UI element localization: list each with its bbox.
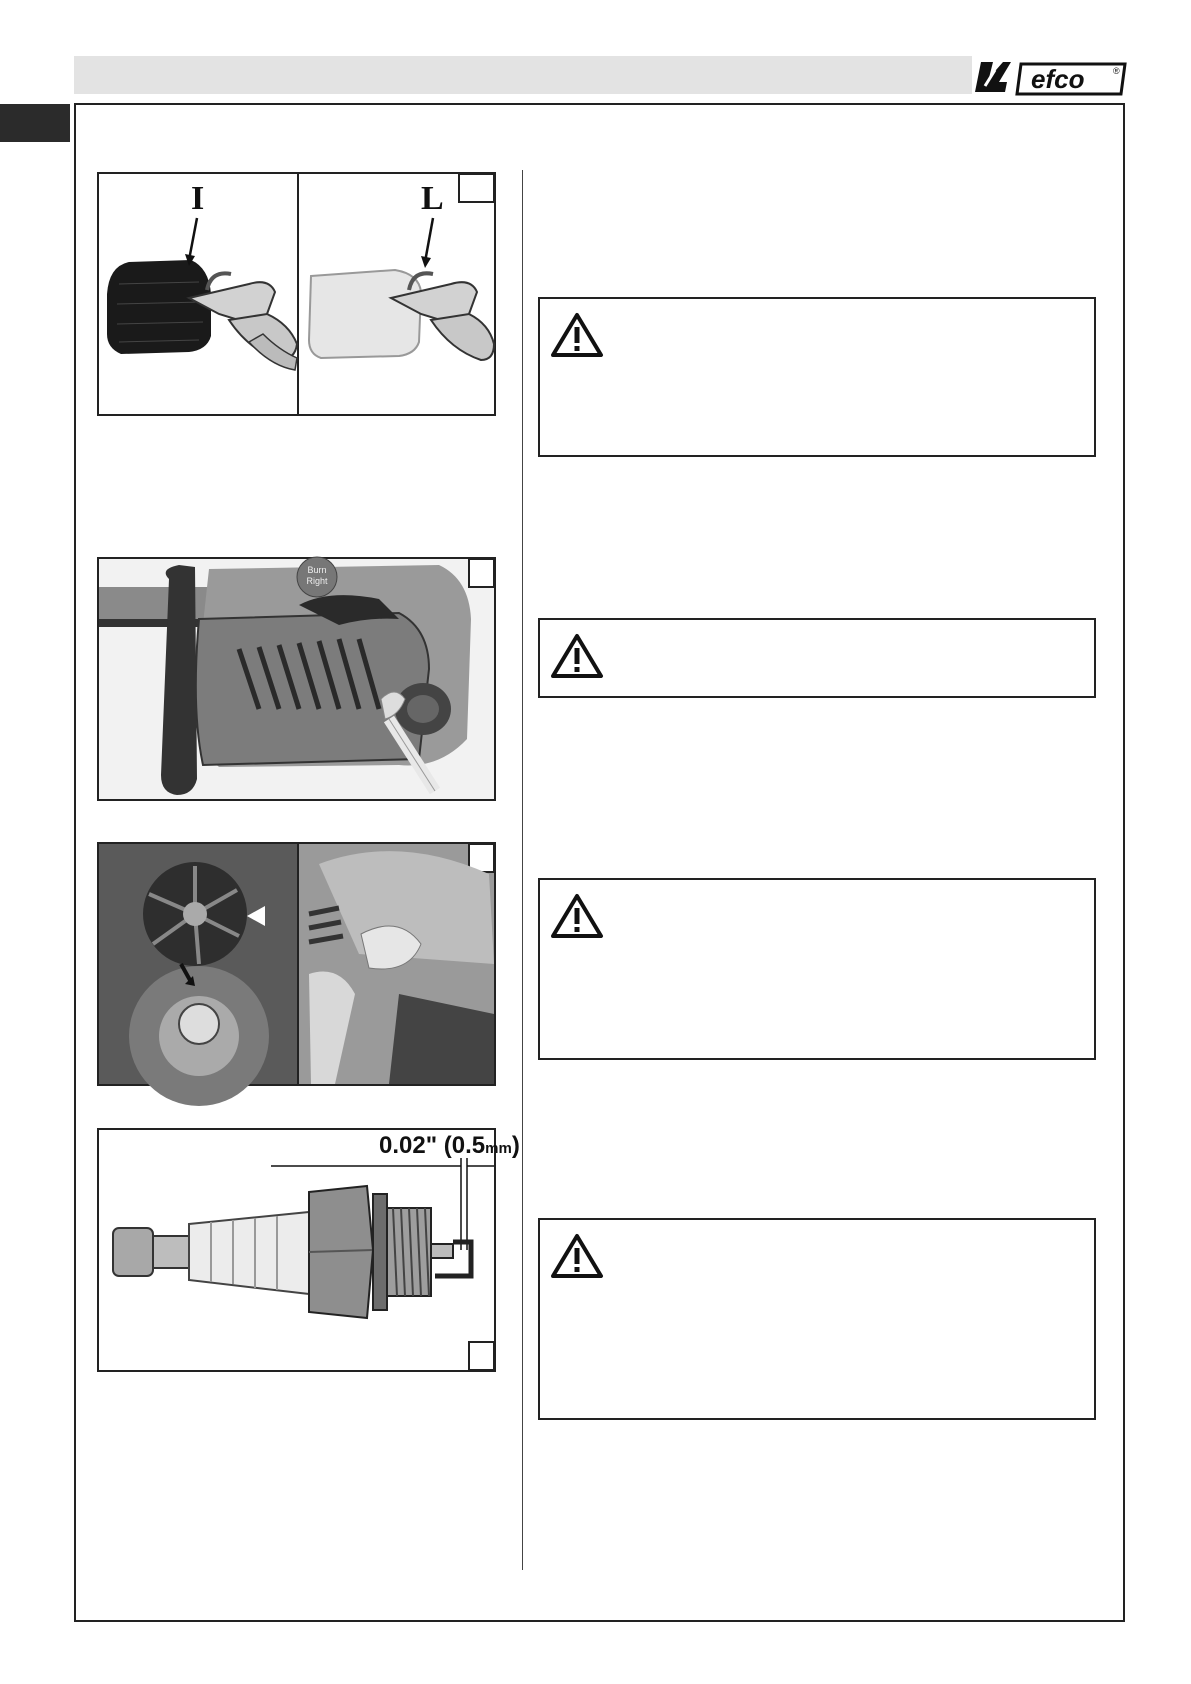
column-divider: [522, 170, 523, 1570]
figure-label-l: L: [421, 180, 444, 217]
badge-line-1: Burn: [307, 565, 327, 575]
gap-unit: mm: [485, 1140, 512, 1157]
warning-box-3: [538, 878, 1096, 1060]
figure-label-i: I: [191, 180, 205, 217]
badge-line-2: Right: [306, 576, 328, 586]
warning-triangle-icon: [550, 1232, 604, 1280]
brand-logo: [971, 56, 1128, 98]
warning-triangle-icon: [550, 632, 604, 680]
registered-mark: ®: [1113, 66, 1120, 76]
spark-plug-gap-label: [379, 1132, 520, 1160]
section-tab: [0, 104, 70, 142]
header-bar: [74, 56, 972, 94]
warning-triangle-icon: [550, 892, 604, 940]
warning-triangle-icon: [550, 311, 604, 359]
warning-box-4: [538, 1218, 1096, 1420]
gap-close: ): [511, 1132, 520, 1159]
figure-flywheel-cleaning: [97, 842, 496, 1086]
brand-name: efco: [1031, 64, 1085, 94]
warning-box-1: [538, 297, 1096, 457]
gap-value: 0.02" (0.5: [379, 1132, 486, 1159]
figure-spark-plug: [97, 1128, 520, 1372]
warning-box-2: [538, 618, 1096, 698]
figure-starter-cover: [97, 557, 496, 801]
figure-air-filter: [97, 172, 496, 416]
